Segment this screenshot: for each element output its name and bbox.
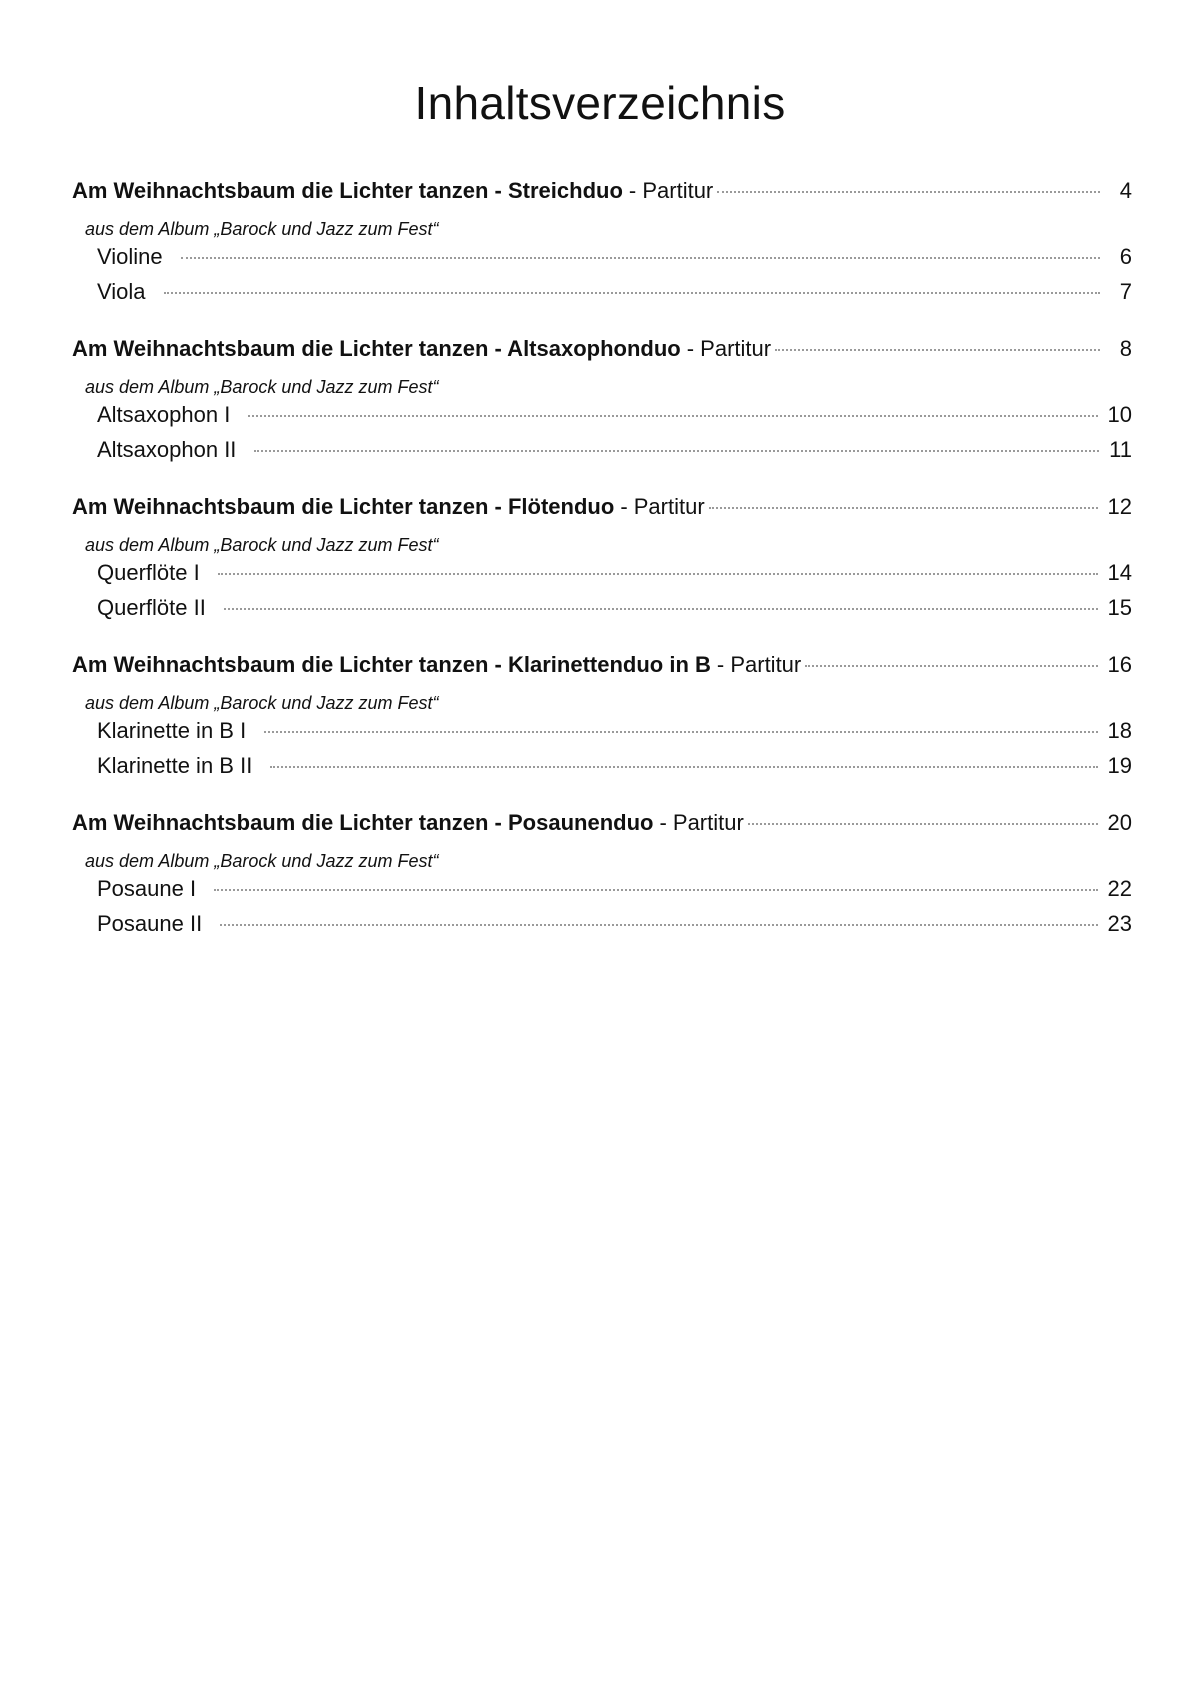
toc-part-label: Violine bbox=[97, 244, 163, 269]
toc-part-entry[interactable] bbox=[72, 718, 1132, 753]
toc-entry-suffix: - Partitur bbox=[716, 652, 802, 677]
toc-entry-score[interactable] bbox=[72, 652, 1132, 688]
dot-leader bbox=[214, 889, 1097, 891]
dot-leader bbox=[248, 415, 1097, 417]
dot-leader bbox=[181, 257, 1100, 259]
toc-page-number: 10 bbox=[1107, 402, 1132, 427]
toc-part-label: Altsaxophon I bbox=[97, 402, 231, 427]
toc-entry-subtitle: aus dem Album „Barock und Jazz zum Fest“ bbox=[85, 219, 439, 239]
dot-leader bbox=[164, 292, 1100, 294]
toc-page-number: 8 bbox=[1119, 336, 1132, 361]
dot-leader bbox=[717, 191, 1100, 193]
toc-part-entry[interactable] bbox=[72, 595, 1132, 630]
toc-section bbox=[72, 652, 1132, 788]
toc-entry-title: Am Weihnachtsbaum die Lichter tanzen - Klarinettenduo in B bbox=[72, 652, 711, 677]
toc-page-number: 14 bbox=[1107, 560, 1132, 585]
toc-part-entry[interactable] bbox=[72, 876, 1132, 911]
dot-leader bbox=[224, 608, 1098, 610]
toc-entry-score[interactable] bbox=[72, 494, 1132, 530]
toc-page-number: 16 bbox=[1107, 652, 1132, 677]
toc-entry-subtitle: aus dem Album „Barock und Jazz zum Fest“ bbox=[85, 377, 439, 397]
toc-part-entry[interactable] bbox=[72, 402, 1132, 437]
toc-entry-title: Am Weihnachtsbaum die Lichter tanzen - Altsaxophonduo bbox=[72, 336, 681, 361]
toc-section bbox=[72, 810, 1132, 946]
dot-leader bbox=[254, 450, 1099, 452]
toc-page-number: 18 bbox=[1107, 718, 1132, 743]
toc-entry-subtitle: aus dem Album „Barock und Jazz zum Fest“ bbox=[85, 535, 439, 555]
dot-leader bbox=[775, 349, 1100, 351]
toc-page-number: 23 bbox=[1107, 911, 1132, 936]
toc-part-label: Querflöte II bbox=[97, 595, 206, 620]
toc-entry-suffix: - Partitur bbox=[628, 178, 714, 203]
toc-page-number: 11 bbox=[1109, 437, 1132, 462]
toc-entry-subtitle: aus dem Album „Barock und Jazz zum Fest“ bbox=[85, 693, 439, 713]
toc-part-label: Posaune II bbox=[97, 911, 203, 936]
dot-leader bbox=[709, 507, 1098, 509]
dot-leader bbox=[264, 731, 1097, 733]
toc-section bbox=[72, 494, 1132, 630]
toc-entry-suffix: - Partitur bbox=[659, 810, 744, 835]
toc-page-number: 20 bbox=[1107, 810, 1132, 835]
toc-part-entry[interactable] bbox=[72, 560, 1132, 595]
toc-part-label: Querflöte I bbox=[97, 560, 200, 585]
dot-leader bbox=[218, 573, 1098, 575]
toc-part-label: Viola bbox=[97, 279, 146, 304]
toc-entry-score[interactable] bbox=[72, 178, 1132, 214]
toc-entry-score[interactable] bbox=[72, 810, 1132, 846]
dot-leader bbox=[270, 766, 1097, 768]
toc-part-label: Posaune I bbox=[97, 876, 197, 901]
toc-page-number: 12 bbox=[1107, 494, 1132, 519]
toc-page-number: 4 bbox=[1119, 178, 1132, 203]
page-title: Inhaltsverzeichnis bbox=[414, 77, 786, 129]
toc-page-number: 6 bbox=[1119, 244, 1132, 269]
toc-entry-title: Am Weihnachtsbaum die Lichter tanzen - Streichduo bbox=[72, 178, 623, 203]
toc-part-label: Klarinette in B II bbox=[97, 753, 253, 778]
toc-page-number: 7 bbox=[1119, 279, 1132, 304]
dot-leader bbox=[805, 665, 1097, 667]
toc-section bbox=[72, 336, 1132, 472]
table-of-contents bbox=[72, 178, 1132, 968]
toc-entry-suffix: - Partitur bbox=[686, 336, 772, 361]
toc-section bbox=[72, 178, 1132, 314]
toc-entry-score[interactable] bbox=[72, 336, 1132, 372]
toc-entry-suffix: - Partitur bbox=[620, 494, 705, 519]
dot-leader bbox=[220, 924, 1097, 926]
toc-part-entry[interactable] bbox=[72, 279, 1132, 314]
toc-part-entry[interactable] bbox=[72, 244, 1132, 279]
toc-part-entry[interactable] bbox=[72, 753, 1132, 788]
toc-page-number: 22 bbox=[1107, 876, 1132, 901]
toc-entry-title: Am Weihnachtsbaum die Lichter tanzen - Flötenduo bbox=[72, 494, 615, 519]
toc-part-entry[interactable] bbox=[72, 437, 1132, 472]
toc-page-number: 19 bbox=[1107, 753, 1132, 778]
toc-part-label: Altsaxophon II bbox=[97, 437, 237, 462]
toc-entry-subtitle: aus dem Album „Barock und Jazz zum Fest“ bbox=[85, 851, 439, 871]
toc-entry-title: Am Weihnachtsbaum die Lichter tanzen - Posaunenduo bbox=[72, 810, 654, 835]
toc-part-label: Klarinette in B I bbox=[97, 718, 247, 743]
toc-part-entry[interactable] bbox=[72, 911, 1132, 946]
dot-leader bbox=[748, 823, 1098, 825]
toc-page-number: 15 bbox=[1107, 595, 1132, 620]
